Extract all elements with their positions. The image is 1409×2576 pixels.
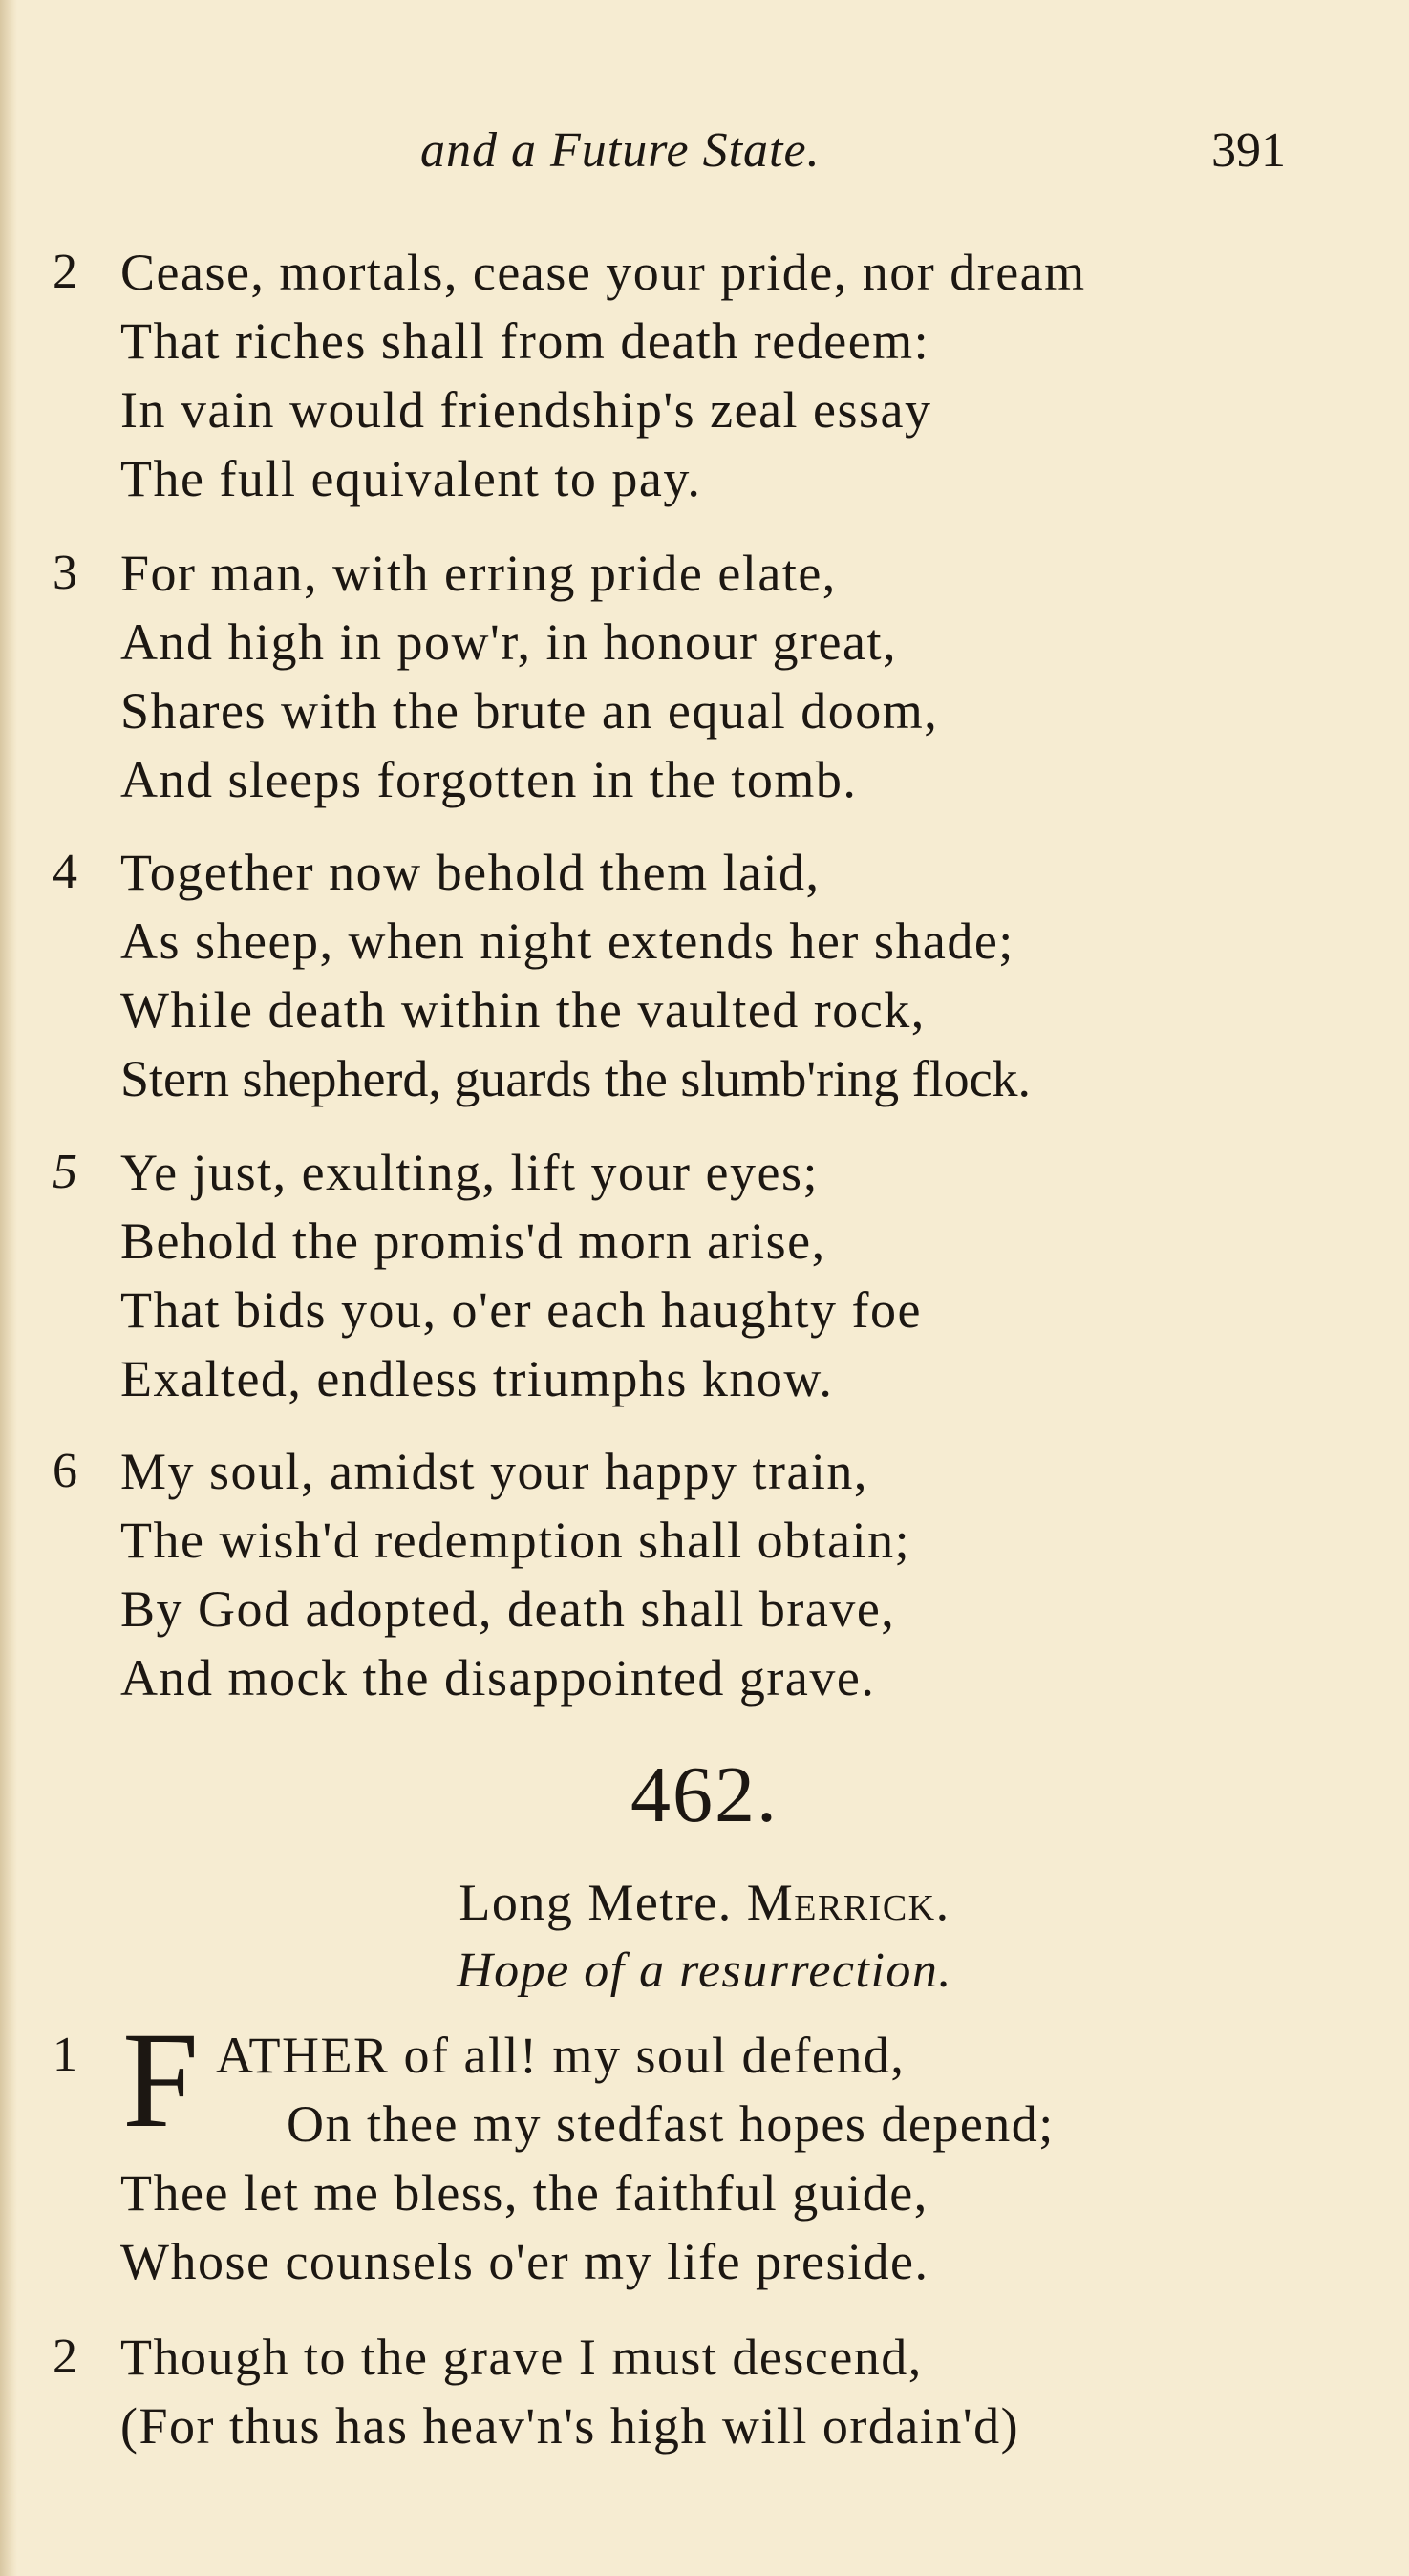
verse-line: On thee my stedfast hopes depend; [287,2095,1055,2153]
stanza-number: 5 [53,1145,77,1199]
verse-line: The wish'd redemption shall obtain; [120,1512,911,1569]
hymn-subject: Hope of a resurrection. [457,1943,952,1998]
verse-line: Cease, mortals, cease your pride, nor dream [120,244,1086,301]
page-number: 391 [1211,123,1286,178]
verse-line: Whose counsels o'er my life preside. [120,2233,929,2290]
verse-line: My soul, amidst your happy train, [120,1443,868,1500]
verse-line: Ye just, exulting, lift your eyes; [120,1144,819,1201]
stanza-number: 3 [53,546,77,600]
verse-line: And mock the disappointed grave. [120,1649,876,1707]
verse-line: Exalted, endless triumphs know. [120,1350,834,1407]
stanza-number: 2 [53,245,77,299]
page-edge [0,0,17,2576]
verse-line: And sleeps forgotten in the tomb. [120,751,858,808]
running-head [0,122,1409,189]
verse-line: Though to the grave I must descend, [120,2329,923,2386]
verse-line: As sheep, when night extends her shade; [120,912,1014,970]
stanza-number: 6 [53,1444,77,1498]
verse-line: Thee let me bless, the faithful guide, [120,2164,929,2222]
metre-label: Long Metre. [459,1874,733,1931]
stanza-number: 2 [53,2329,77,2384]
verse-line: While death within the vaulted rock, [120,981,926,1039]
verse-line: ATHER of all! my soul defend, [216,2027,906,2084]
verse-line: Stern shepherd, guards the slumb'ring flock. [120,1050,1032,1107]
hymn-number: 462. [630,1750,779,1839]
verse-line: That bids you, o'er each haughty foe [120,1281,922,1339]
running-head-title: and a Future State. [420,123,821,178]
verse-line: And high in pow'r, in honour great, [120,613,897,671]
verse-line: Together now behold them laid, [120,844,821,901]
verse-line: That riches shall from death redeem: [120,312,930,370]
hymn-metre-line [0,1873,1409,1932]
verse-line: (For thus has heav'n's high will ordain'd) [120,2397,1020,2455]
verse-line: In vain would friendship's zeal essay [120,381,932,439]
stanza-number: 4 [53,845,77,899]
verse-line: For man, with erring pride elate, [120,545,837,602]
verse-line: By God adopted, death shall brave, [120,1580,896,1638]
author-name: Merrick. [746,1874,950,1931]
stanza-number: 1 [53,2028,77,2082]
drop-cap: F [122,2005,200,2157]
verse-line: Behold the promis'd morn arise, [120,1213,826,1270]
verse-line: The full equivalent to pay. [120,450,702,507]
verse-line: Shares with the brute an equal doom, [120,682,939,740]
